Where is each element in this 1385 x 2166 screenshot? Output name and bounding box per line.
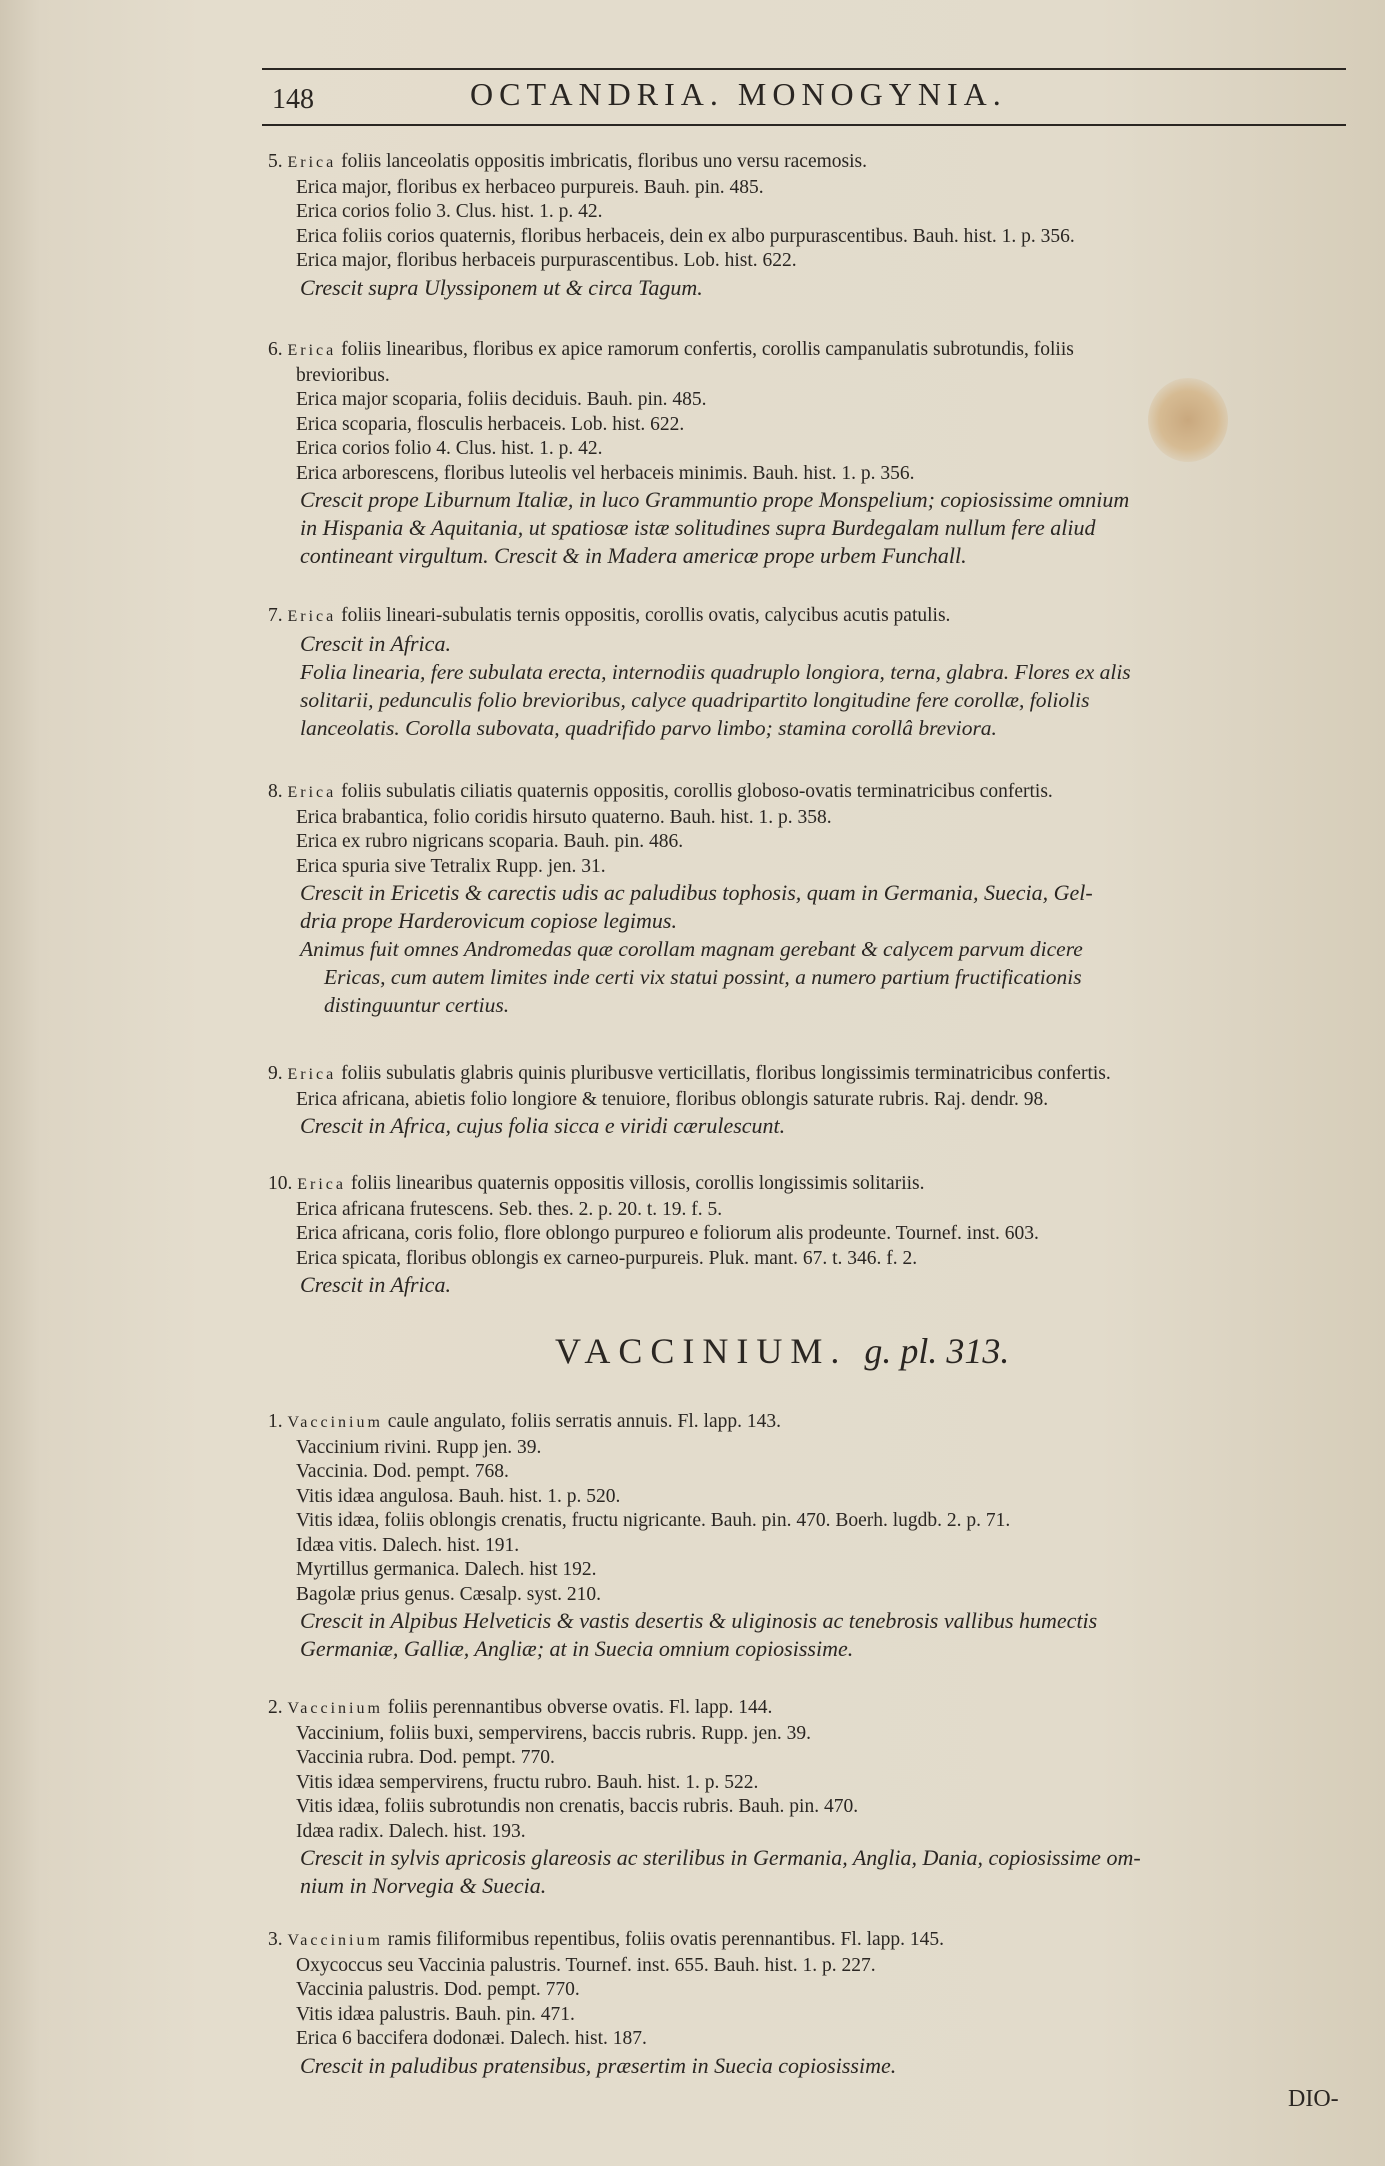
synonym: Erica scoparia, flosculis herbaceis. Lob. hist. 622.	[296, 413, 685, 435]
habitat: Crescit in Africa.	[300, 1272, 451, 1297]
synonym: Erica africana, abietis folio longiore & tenuiore, floribus oblongis saturate rubris. Raj. dendr. 98.	[296, 1088, 1049, 1110]
observation-line: Animus fuit omnes Andromedas quæ corollam magnam gerebant & calycem parvum dicere	[300, 937, 1083, 961]
synonym: Erica foliis corios quaternis, floribus herbaceis, dein ex albo purpurascentibus. Bauh. hist. 1. p. 356.	[296, 225, 1075, 247]
species-entry-erica-7	[268, 604, 1348, 742]
synonym: Idæa radix. Dalech. hist. 193.	[296, 1820, 526, 1842]
synonym: Erica corios folio 4. Clus. hist. 1. p. 42.	[296, 438, 603, 459]
entry-number: 6.	[268, 339, 283, 360]
synonym: Myrtillus germanica. Dalech. hist 192.	[296, 1559, 597, 1580]
entry-number: 8.	[268, 781, 283, 802]
entry-number: 10.	[268, 1173, 293, 1194]
habitat-line: Crescit in sylvis apricosis glareosis ac sterilibus in Germania, Anglia, Dania, copiosissime om-	[300, 1845, 1141, 1870]
diagnosis: foliis lanceolatis oppositis imbricatis, floribus uno versu racemosis.	[341, 151, 867, 172]
species-entry-erica-8	[268, 780, 1348, 1019]
diagnosis: ramis filiformibus repentibus, foliis ovatis perennantibus. Fl. lapp. 145.	[387, 1929, 945, 1950]
synonym: Erica spuria sive Tetralix Rupp. jen. 31.	[296, 855, 606, 877]
genus-heading	[555, 1330, 1009, 1372]
synonym: Erica africana, coris folio, flore oblongo purpureo e foliorum alis prodeunte. Tournef. inst. 603.	[296, 1223, 1039, 1244]
diagnosis: foliis subulatis ciliatis quaternis oppositis, corollis globoso-ovatis terminatricibus confertis.	[341, 781, 1053, 802]
synonym: Vitis idæa palustris. Bauh. pin. 471.	[296, 2003, 575, 2025]
synonym: Vaccinia palustris. Dod. pempt. 770.	[296, 1979, 580, 2000]
entry-number: 9.	[268, 1063, 283, 1084]
running-title: OCTANDRIA. MONOGYNIA.	[470, 76, 1007, 112]
synonym: Erica africana frutescens. Seb. thes. 2. p. 20. t. 19. f. 5.	[296, 1198, 723, 1220]
diagnosis: foliis lineari-subulatis ternis oppositis, corollis ovatis, calycibus acutis patulis.	[341, 605, 951, 626]
synonym: Vaccinium, foliis buxi, sempervirens, baccis rubris. Rupp. jen. 39.	[296, 1722, 812, 1744]
observation-line: distinguuntur certius.	[324, 993, 510, 1017]
header-rule-bottom	[262, 124, 1346, 126]
species-entry-erica-6	[268, 338, 1348, 570]
genus-name: Vaccinium	[287, 1932, 383, 1949]
genus-heading-reference: g. pl. 313.	[864, 1331, 1010, 1371]
habitat: Crescit in paludibus pratensibus, præsertim in Suecia copiosissime.	[300, 2052, 897, 2078]
synonym: Erica major, floribus herbaceis purpurascentibus. Lob. hist. 622.	[296, 250, 797, 271]
species-entry-vaccinium-2	[268, 1696, 1348, 1900]
species-entry-erica-10	[268, 1172, 1348, 1299]
diagnosis: foliis linearibus quaternis oppositis villosis, corollis longissimis solitariis.	[350, 1173, 925, 1194]
synonym: Vitis idæa angulosa. Bauh. hist. 1. p. 520.	[296, 1485, 621, 1507]
genus-name: Erica	[287, 784, 337, 801]
entry-number: 2.	[268, 1697, 283, 1718]
species-entry-erica-5	[268, 150, 1348, 302]
synonym: Erica brabantica, folio coridis hirsuto quaterno. Bauh. hist. 1. p. 358.	[296, 806, 832, 828]
observation-line: Ericas, cum autem limites inde certi vix statui possint, a numero partium fructificationis	[324, 965, 1082, 989]
species-entry-erica-9	[268, 1062, 1348, 1140]
genus-name: Erica	[287, 1066, 337, 1083]
description-line: lanceolatis. Corolla subovata, quadrifido parvo limbo; stamina corollâ breviora.	[300, 715, 997, 740]
habitat-line: dria prope Harderovicum copiose legimus.	[300, 908, 677, 933]
genus-name: Erica	[287, 608, 337, 625]
genus-heading-name: VACCINIUM.	[555, 1331, 848, 1371]
catchword: DIO-	[1288, 2086, 1339, 2112]
diagnosis: foliis perennantibus obverse ovatis. Fl. lapp. 144.	[387, 1697, 773, 1718]
habitat-line: contineant virgultum. Crescit & in Madera americæ prope urbem Funchall.	[300, 543, 967, 568]
synonym: Vitis idæa, foliis subrotundis non crenatis, baccis rubris. Bauh. pin. 470.	[296, 1796, 859, 1817]
genus-name: Vaccinium	[287, 1414, 383, 1431]
description-line: Folia linearia, fere subulata erecta, internodiis quadruplo longiora, terna, glabra. Flores ex alis	[300, 659, 1131, 684]
synonym: Vitis idæa sempervirens, fructu rubro. Bauh. hist. 1. p. 522.	[296, 1771, 759, 1793]
diagnosis: caule angulato, foliis serratis annuis. Fl. lapp. 143.	[387, 1411, 781, 1432]
habitat: Crescit in Africa.	[300, 630, 451, 656]
synonym: Erica major, floribus ex herbaceo purpureis. Bauh. pin. 485.	[296, 176, 764, 198]
synonym: Erica corios folio 3. Clus. hist. 1. p. 42.	[296, 201, 603, 222]
habitat: Crescit in Africa, cujus folia sicca e viridi cærulescunt.	[300, 1113, 786, 1138]
synonym: Erica 6 baccifera dodonæi. Dalech. hist. 187.	[296, 2028, 647, 2049]
habitat: Crescit supra Ulyssiponem ut & circa Tagum.	[300, 274, 703, 300]
genus-name: Erica	[287, 342, 337, 359]
synonym: Erica ex rubro nigricans scoparia. Bauh. pin. 486.	[296, 831, 684, 852]
genus-name: Vaccinium	[287, 1700, 383, 1717]
entry-number: 5.	[268, 151, 283, 172]
habitat-line: Crescit in Alpibus Helveticis & vastis desertis & uliginosis ac tenebrosis vallibus humectis	[300, 1608, 1098, 1633]
habitat-line: Germaniæ, Galliæ, Angliæ; at in Suecia omnium copiosissime.	[300, 1636, 854, 1661]
synonym: Vaccinia. Dod. pempt. 768.	[296, 1461, 509, 1482]
synonym: Oxycoccus seu Vaccinia palustris. Tournef. inst. 655. Bauh. hist. 1. p. 227.	[296, 1954, 876, 1976]
synonym: Idæa vitis. Dalech. hist. 191.	[296, 1534, 520, 1556]
page-number: 148	[272, 84, 314, 115]
synonym: Vaccinia rubra. Dod. pempt. 770.	[296, 1747, 555, 1768]
species-entry-vaccinium-3	[268, 1928, 1348, 2080]
synonym: Vitis idæa, foliis oblongis crenatis, fructu nigricante. Bauh. pin. 470. Boerh. lugdb. 2. p. 71.	[296, 1510, 1011, 1531]
diagnosis: foliis subulatis glabris quinis pluribusve verticillatis, floribus longissimis terminatricibus confertis.	[341, 1063, 1111, 1084]
habitat-line: in Hispania & Aquitania, ut spatiosæ istæ solitudines supra Burdegalam nullum fere aliud	[300, 515, 1096, 540]
habitat-line: nium in Norvegia & Suecia.	[300, 1873, 547, 1898]
habitat-line: Crescit in Ericetis & carectis udis ac paludibus tophosis, quam in Germania, Suecia, Gel-	[300, 880, 1093, 905]
diagnosis: foliis linearibus, floribus ex apice ramorum confertis, corollis campanulatis subrotundis, foliis	[341, 339, 1074, 360]
description-line: solitarii, pedunculis folio brevioribus, calyce quadripartito longitudine fere corollæ, foliolis	[300, 687, 1090, 712]
diagnosis-continued: brevioribus.	[296, 364, 390, 386]
species-entry-vaccinium-1	[268, 1410, 1348, 1663]
genus-name: Erica	[297, 1176, 346, 1193]
entry-number: 1.	[268, 1411, 283, 1432]
entry-number: 3.	[268, 1929, 283, 1950]
habitat-line: Crescit prope Liburnum Italiæ, in luco Grammuntio prope Monspelium; copiosissime omnium	[300, 487, 1130, 512]
entry-number: 7.	[268, 605, 283, 626]
synonym: Erica arborescens, floribus luteolis vel herbaceis minimis. Bauh. hist. 1. p. 356.	[296, 462, 915, 484]
genus-name: Erica	[287, 154, 337, 171]
header-rule-top	[262, 68, 1346, 70]
synonym: Erica spicata, floribus oblongis ex carneo-purpureis. Pluk. mant. 67. t. 346. f. 2.	[296, 1247, 918, 1269]
synonym: Vaccinium rivini. Rupp jen. 39.	[296, 1436, 542, 1458]
synonym: Bagolæ prius genus. Cæsalp. syst. 210.	[296, 1583, 601, 1605]
synonym: Erica major scoparia, foliis deciduis. Bauh. pin. 485.	[296, 389, 707, 410]
